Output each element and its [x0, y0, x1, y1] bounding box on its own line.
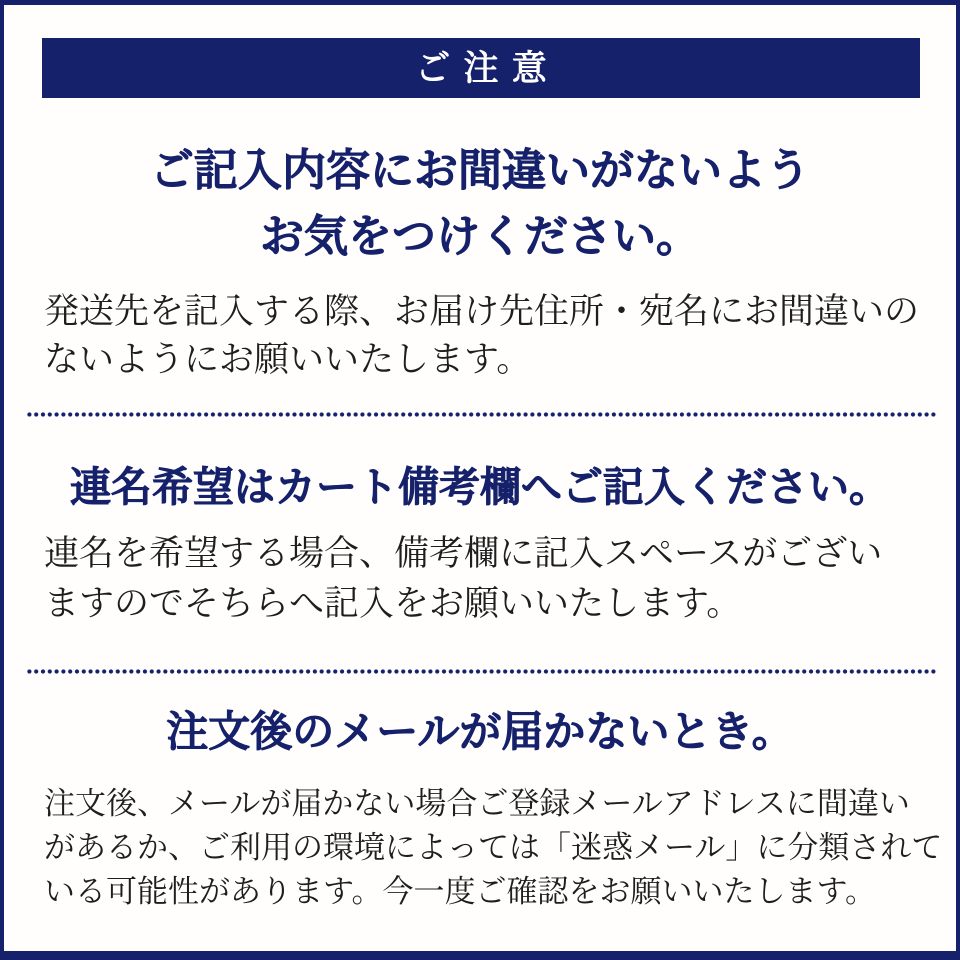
section-3-body	[44, 782, 943, 914]
section-3-body-line-2: があるか、ご利用の環境によっては「迷惑メール」に分類されて	[44, 830, 943, 865]
section-2-body-line-1: 連名を希望する場合、備考欄に記入スペースがござい	[44, 534, 883, 573]
notice-title: ご注意	[415, 48, 561, 88]
section-2-heading-line-1: 連名希望はカート備考欄へご記入ください。	[70, 464, 890, 510]
section-2-body-line-2: ますのでそちらへ記入をお願いいたします。	[44, 584, 742, 623]
section-3-heading-line-1: 注文後のメールが届かないとき。	[166, 708, 794, 755]
section-2-body	[44, 529, 920, 629]
section-1-heading-line-2: お気をつけください。	[260, 212, 700, 261]
section-1-body	[44, 288, 920, 384]
section-1-heading-line-1: ご記入内容にお間違いがないよう	[150, 146, 810, 195]
dotted-divider	[26, 412, 938, 417]
dotted-divider	[26, 669, 938, 674]
section-1-heading	[4, 138, 956, 270]
section-1-body-line-2: ないようにお願いいたします。	[44, 340, 532, 379]
section-2-heading	[4, 457, 956, 517]
section-3-body-line-3: いる可能性があります。今一度ご確認をお願いいたします。	[44, 874, 877, 909]
section-3-heading	[4, 702, 956, 762]
notice-title-bar	[42, 38, 920, 98]
section-3-body-line-1: 注文後、メールが届かない場合ご登録メールアドレスに間違い	[44, 786, 910, 821]
section-1-body-line-1: 発送先を記入する際、お届け先住所・宛名にお間違いの	[44, 292, 920, 331]
